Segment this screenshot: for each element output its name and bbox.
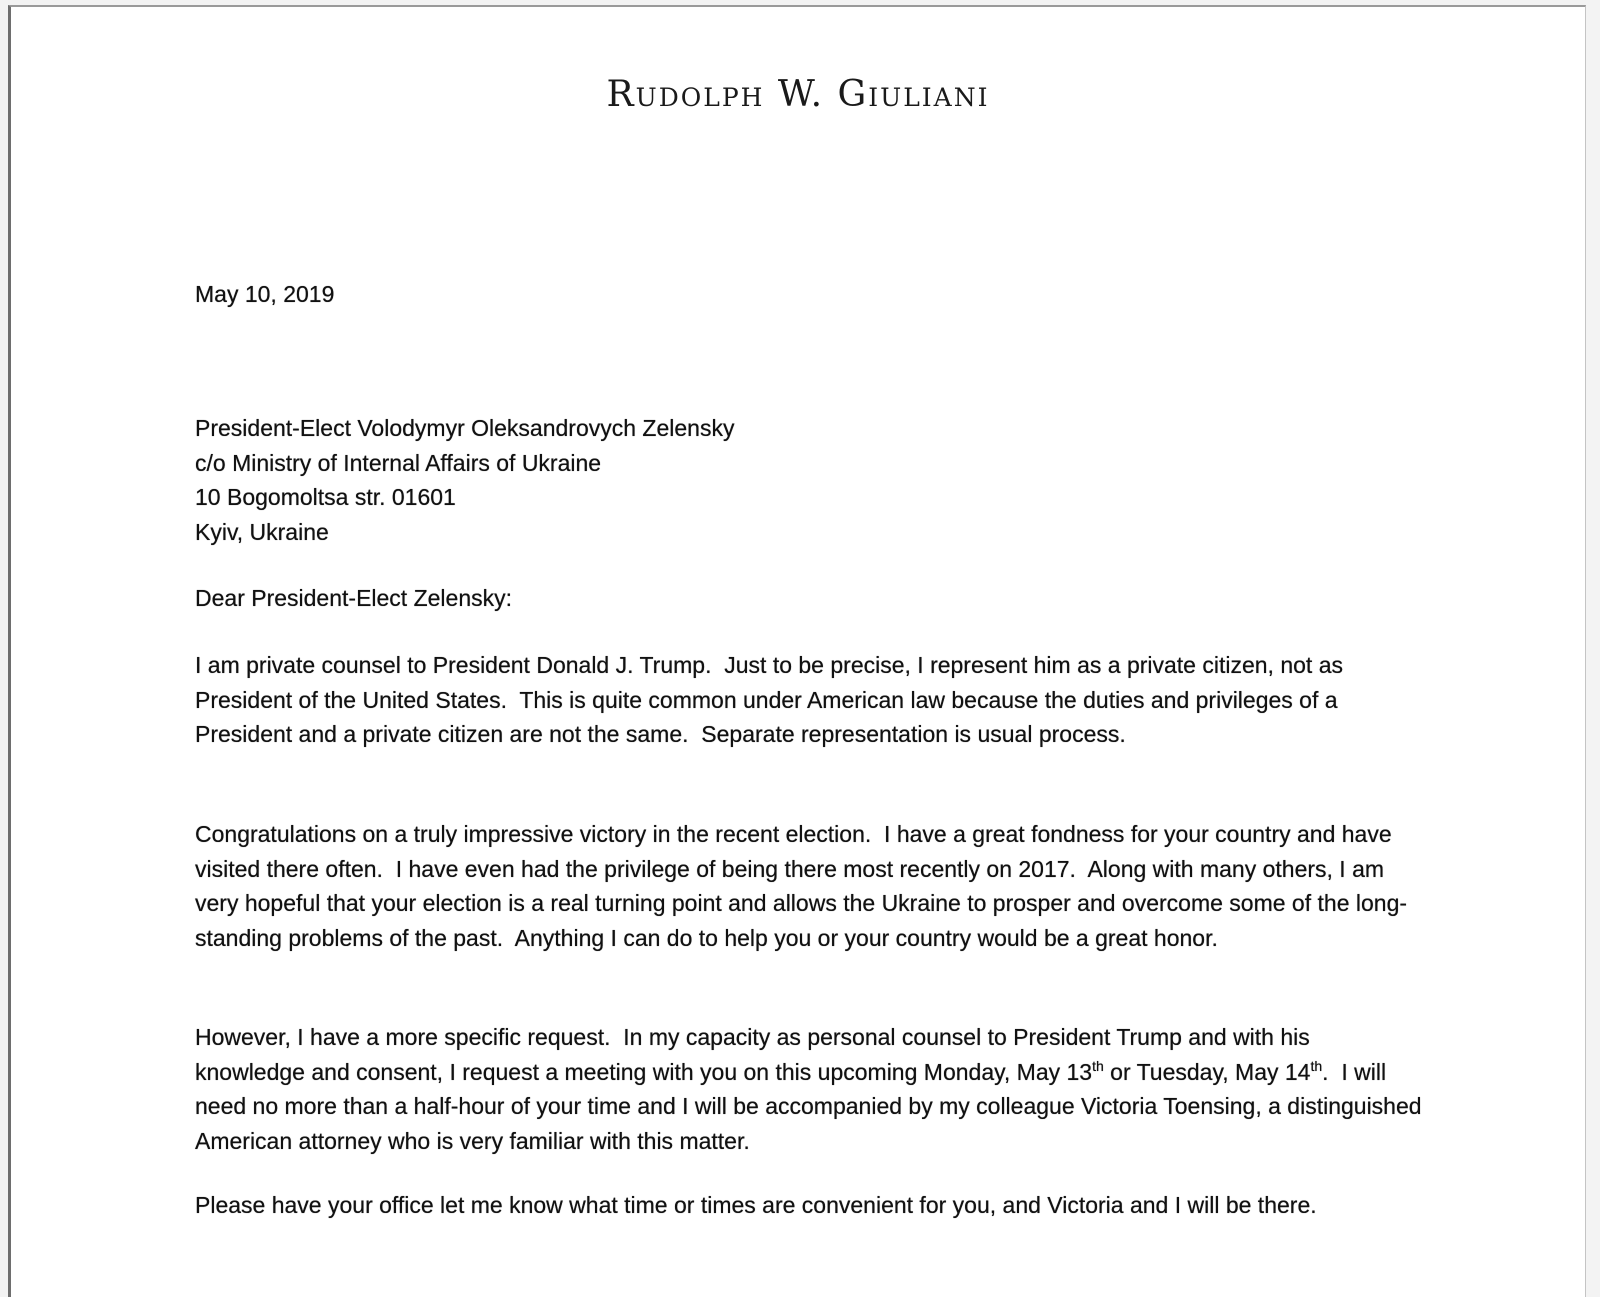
paragraph-counsel: I am private counsel to President Donald J. Trump. Just to be precise, I represent him as a private citizen, not as President of the United States. This is quite common under American law because the duties and privileges of a President and a private citizen are not the same. Separate representation is usual process.	[195, 652, 1350, 747]
address-line-city: Kyiv, Ukraine	[195, 518, 329, 545]
address-line-street: 10 Bogomoltsa str. 01601	[195, 484, 456, 510]
recipient-address	[195, 411, 1425, 549]
address-line-care-of: c/o Ministry of Internal Affairs of Ukraine	[195, 449, 602, 476]
letter-date: May 10, 2019	[195, 281, 335, 307]
paragraph-congratulations: Congratulations on a truly impressive victory in the recent election. I have a great fondness for your country and have visited there often. I have even had the privilege of being there most recently on 2017. Along with many others, I am very hopeful that your election is a real turning point and allows the Ukraine to prosper and overcome some of the long-standing problems of the past. Anything I can do to help you or your country would be a great honor.	[195, 821, 1408, 951]
address-line-recipient: President-Elect Volodymyr Oleksandrovych Zelensky	[195, 415, 735, 441]
ordinal-suffix: th	[1092, 1057, 1104, 1074]
letterhead-name: Rudolph W. Giuliani	[606, 74, 990, 115]
ordinal-suffix: th	[1310, 1057, 1323, 1074]
paragraph-closing: Please have your office let me know what time or times are convenient for you, and Victoria and I will be there.	[195, 1192, 1317, 1218]
paragraph-meeting-request	[195, 1020, 1425, 1158]
meeting-request-text-1: However, I have a more specific request. In my capacity as personal counsel to President Trump and with his knowledge and consent, I request a meeting with you on this upcoming Monday, May 13	[195, 1024, 1317, 1085]
salutation: Dear President-Elect Zelensky:	[195, 585, 513, 611]
meeting-request-text-3: . I will need no more than a half-hour of your time and I will be accompanied by my colleague Victoria Toensing, a distinguished American attorney who is very familiar with this matter.	[195, 1058, 1427, 1154]
meeting-request-text-2: or Tuesday, May 14	[1103, 1058, 1311, 1085]
letter-page	[8, 5, 1586, 1297]
